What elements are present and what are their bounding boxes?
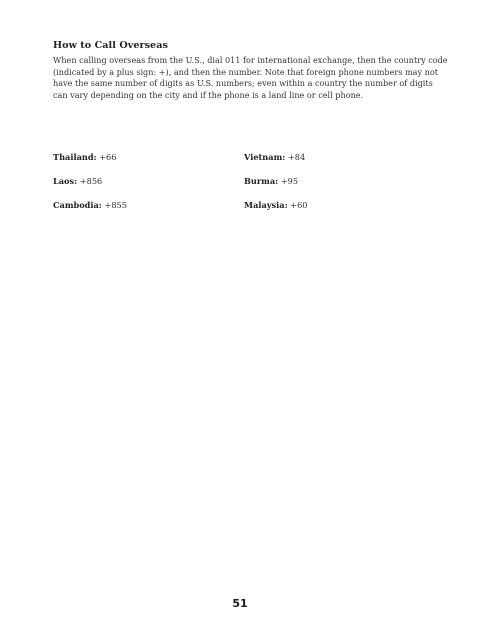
country-code-entry-burma [244, 176, 298, 186]
country-name: Burma: [244, 176, 279, 186]
country-code-entry-laos [53, 176, 102, 186]
country-code-entry-thailand [53, 152, 116, 162]
country-code-row [53, 176, 433, 200]
country-code-entry-cambodia [53, 200, 127, 210]
instructions-paragraph [53, 55, 448, 102]
page-number: 51 [232, 597, 248, 610]
country-name: Vietnam: [244, 152, 286, 162]
country-name: Laos: [53, 176, 78, 186]
paragraph-line: have the same number of digits as U.S. numbers; even within a country the number of digits [53, 78, 433, 89]
section-heading: How to Call Overseas [53, 40, 168, 51]
country-code: +95 [280, 176, 299, 186]
country-code: +84 [287, 152, 306, 162]
country-code-list [53, 152, 433, 224]
paragraph-line: When calling overseas from the U.S., dial 011 for international exchange, then the country code [53, 55, 448, 65]
country-code: +66 [99, 152, 117, 162]
paragraph-line: can vary depending on the city and if the phone is a land line or cell phone. [53, 90, 364, 101]
country-name: Thailand: [53, 152, 97, 162]
country-code-row [53, 152, 433, 176]
country-name: Cambodia: [53, 200, 102, 210]
country-code-entry-vietnam [244, 152, 305, 162]
country-code: +855 [104, 200, 127, 210]
country-code-row [53, 200, 433, 224]
country-name: Malaysia: [244, 200, 288, 210]
country-code: +856 [79, 176, 103, 186]
country-code-entry-malaysia [244, 200, 307, 210]
paragraph-line: (indicated by a plus sign: +), and then the number. Note that foreign phone numbers may not [53, 66, 438, 77]
country-code: +60 [290, 200, 308, 210]
